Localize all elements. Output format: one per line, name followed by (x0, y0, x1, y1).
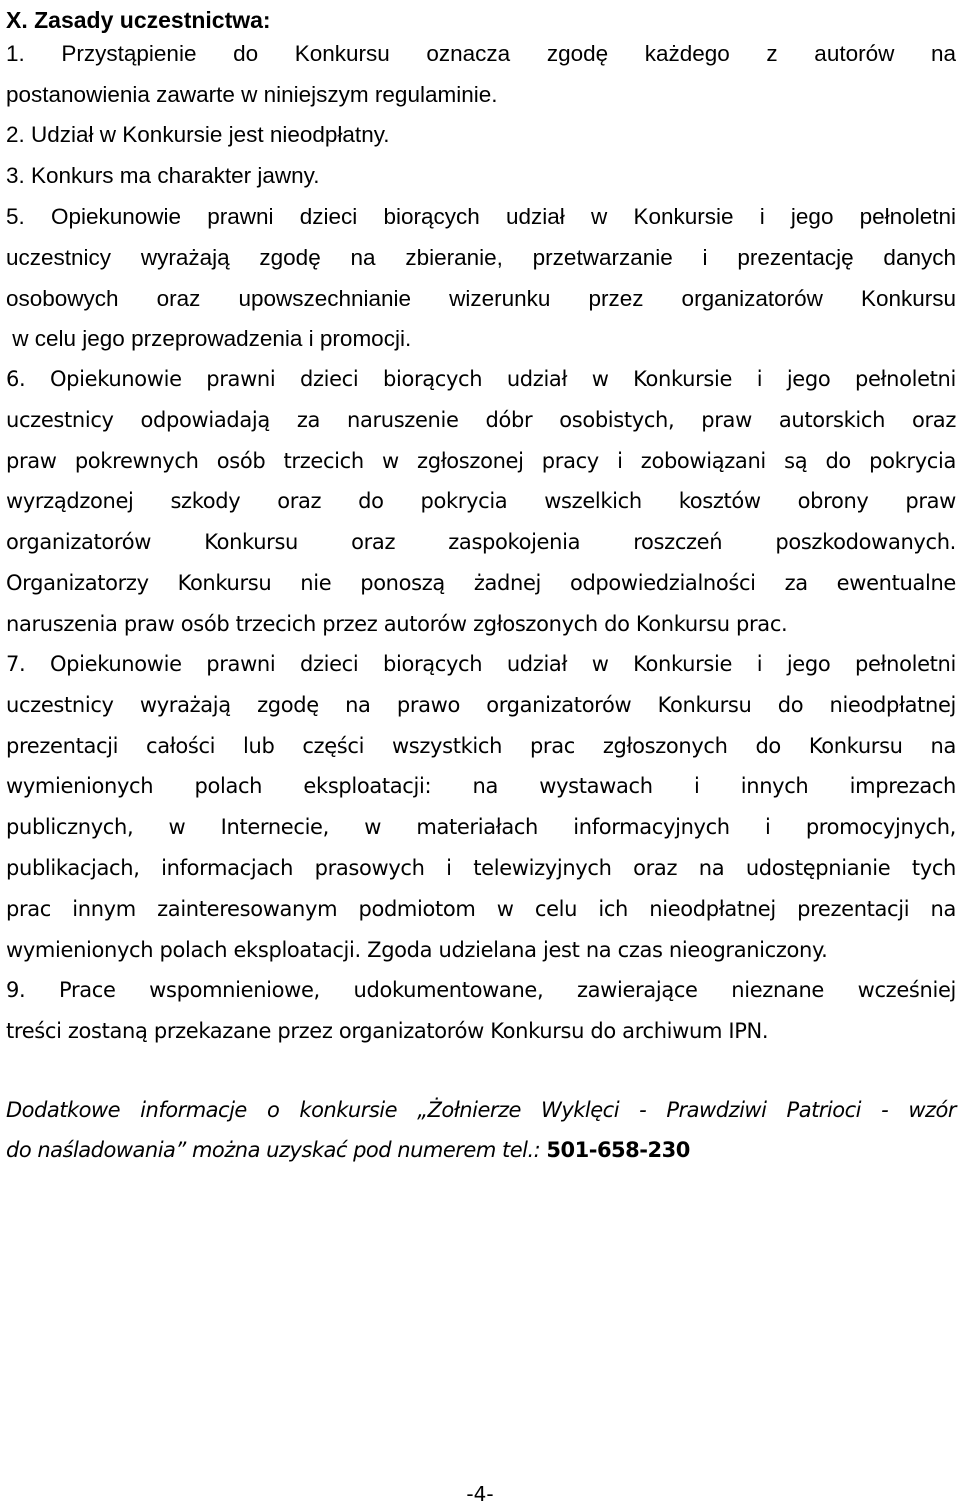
rule-item-5 (6, 197, 956, 360)
rule-item-6 (6, 359, 956, 645)
rule-item-3 (6, 156, 956, 197)
rule-5-line-4: w celu jego przeprowadzenia i promocji. (6, 326, 412, 352)
rule-1-line-2: postanowienia zawarte w niniejszym regulaminie. (6, 81, 498, 107)
rule-5-line-1: 5. Opiekunowie prawni dzieci biorących udział w Konkursie i jego pełnoletni (6, 204, 956, 229)
rule-7-line-4: wymienionych polach eksploatacji: na wystawach i innych imprezach (6, 774, 956, 799)
rule-6-line-4: wyrządzonej szkody oraz do pokrycia wszelkich kosztów obrony praw (6, 489, 956, 514)
rule-item-2 (6, 115, 956, 156)
rule-6-line-6: Organizatorzy Konkursu nie ponoszą żadnej odpowiedzialności za ewentualne (6, 570, 956, 595)
page-number: -4- (466, 1482, 494, 1506)
additional-info-note (6, 1090, 956, 1170)
rule-2-line-1: 2. Udział w Konkursie jest nieodpłatny. (6, 122, 390, 147)
rule-item-7 (6, 644, 956, 970)
rule-6-line-7: naruszenia praw osób trzecich przez autorów zgłoszonych do Konkursu prac. (6, 611, 788, 636)
rule-7-line-6: publikacjach, informacjach prasowych i telewizyjnych oraz na udostępnianie tych (6, 855, 956, 880)
phone-number: 501-658-230 (546, 1138, 690, 1162)
rule-9-line-1: 9. Prace wspomnieniowe, udokumentowane, zawierające nieznane wcześniej (6, 978, 956, 1002)
section-heading: X. Zasady uczestnictwa: (6, 7, 271, 33)
rule-7-line-5: publicznych, w Internecie, w materiałach informacyjnych i promocyjnych, (6, 815, 956, 840)
rule-7-line-8: wymienionych polach eksploatacji. Zgoda udzielana jest na czas nieograniczony. (6, 937, 828, 962)
rule-5-line-2: uczestnicy wyrażają zgodę na zbieranie, przetwarzanie i prezentację danych (6, 244, 956, 270)
note-line-2 (6, 1130, 956, 1170)
rule-6-line-1: 6. Opiekunowie prawni dzieci biorących udział w Konkursie i jego pełnoletni (6, 367, 956, 391)
rule-6-line-2: uczestnicy odpowiadają za naruszenie dóbr osobistych, praw autorskich oraz (6, 407, 956, 432)
rule-item-9 (6, 970, 956, 1052)
rule-7-line-7: prac innym zainteresowanym podmiotom w celu ich nieodpłatnej prezentacji na (6, 896, 956, 921)
rule-7-line-3: prezentacji całości lub części wszystkich prac zgłoszonych do Konkursu na (6, 733, 956, 758)
note-line-1: Dodatkowe informacje o konkursie „Żołnierze Wyklęci - Prawdziwi Patrioci - wzór (6, 1098, 956, 1122)
rule-3-line-1: 3. Konkurs ma charakter jawny. (6, 163, 320, 188)
rule-5-line-3: osobowych oraz upowszechnianie wizerunku przez organizatorów Konkursu (6, 285, 956, 311)
rule-item-1 (6, 34, 956, 116)
rule-6-line-3: praw pokrewnych osób trzecich w zgłoszonej pracy i zobowiązani są do pokrycia (6, 448, 956, 473)
rule-6-line-5: organizatorów Konkursu oraz zaspokojenia roszczeń poszkodowanych. (6, 530, 956, 555)
rule-7-line-2: uczestnicy wyrażają zgodę na prawo organizatorów Konkursu do nieodpłatnej (6, 692, 956, 717)
rule-1-line-1: 1. Przystąpienie do Konkursu oznacza zgodę każdego z autorów na (6, 41, 956, 66)
note-line-2-text: do naśladowania” można uzyskać pod numerem tel.: (6, 1138, 547, 1162)
rule-9-line-2: treści zostaną przekazane przez organizatorów Konkursu do archiwum IPN. (6, 1018, 769, 1043)
rule-7-line-1: 7. Opiekunowie prawni dzieci biorących udział w Konkursie i jego pełnoletni (6, 652, 956, 676)
